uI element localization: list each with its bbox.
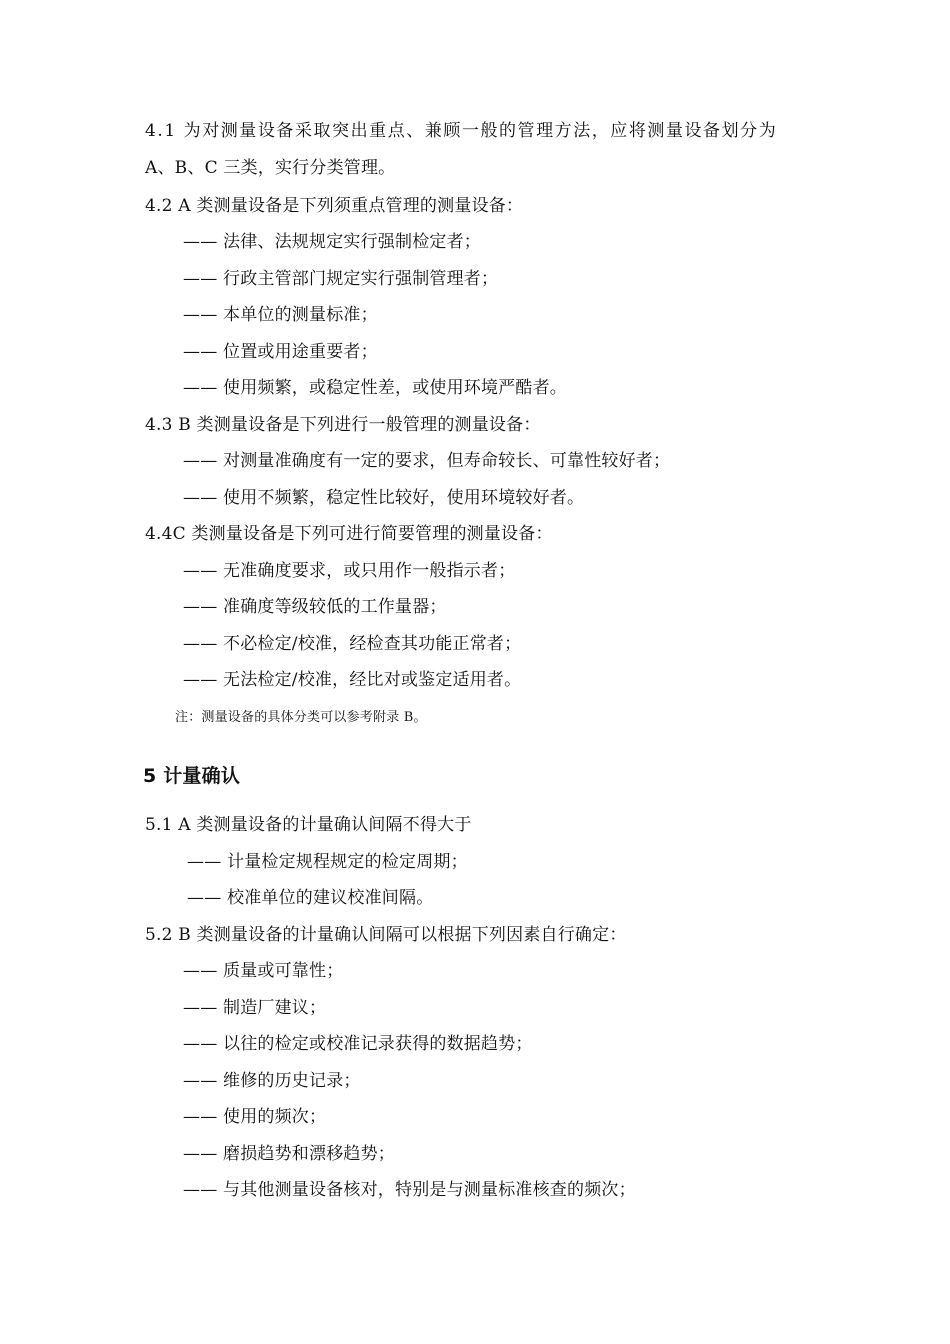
para-4-4: 4.4C 类测量设备是下列可进行简要管理的测量设备： — [145, 524, 553, 544]
note: 注：测量设备的具体分类可以参考附录 B。 — [175, 710, 427, 725]
list-item: —— 行政主管部门规定实行强制管理者； — [183, 269, 499, 289]
list-item: —— 无法检定/校准，经比对或鉴定适用者。 — [183, 670, 522, 690]
list-item: —— 使用不频繁，稳定性比较好，使用环境较好者。 — [183, 488, 585, 508]
para-5-1: 5.1 A 类测量设备的计量确认间隔不得大于 — [145, 815, 472, 835]
para-5-2: 5.2 B 类测量设备的计量确认间隔可以根据下列因素自行确定： — [145, 925, 627, 945]
list-item: —— 对测量准确度有一定的要求，但寿命较长、可靠性较好者； — [183, 451, 671, 471]
para-4-3: 4.3 B 类测量设备是下列进行一般管理的测量设备： — [145, 415, 541, 435]
list-item: —— 校准单位的建议校准间隔。 — [187, 888, 434, 908]
list-item: —— 位置或用途重要者； — [183, 342, 378, 362]
list-item: —— 不必检定/校准，经检查其功能正常者； — [183, 634, 522, 654]
list-item: —— 计量检定规程规定的检定周期； — [187, 852, 468, 872]
list-item: —— 磨损趋势和漂移趋势； — [183, 1144, 396, 1164]
para-4-2: 4.2 A 类测量设备是下列须重点管理的测量设备： — [145, 196, 524, 216]
list-item: —— 法律、法规规定实行强制检定者； — [183, 232, 482, 252]
list-item: —— 制造厂建议； — [183, 998, 327, 1018]
list-item: —— 无准确度要求，或只用作一般指示者； — [183, 561, 516, 581]
list-item: —— 质量或可靠性； — [183, 961, 344, 981]
list-item: —— 与其他测量设备核对，特别是与测量标准核查的频次； — [183, 1180, 636, 1200]
para-4-1-line1: 4.1 为对测量设备采取突出重点、兼顾一般的管理方法，应将测量设备划分为 — [145, 121, 778, 141]
list-item: —— 准确度等级较低的工作量器； — [183, 597, 447, 617]
para-4-1-line2: A、B、C 三类，实行分类管理。 — [145, 158, 396, 178]
list-item: —— 本单位的测量标准； — [183, 305, 378, 325]
list-item: —— 维修的历史记录； — [183, 1071, 361, 1091]
section-heading: 5 计量确认 — [143, 765, 241, 787]
list-item: —— 使用的频次； — [183, 1107, 327, 1127]
list-item: —— 以往的检定或校准记录获得的数据趋势； — [183, 1034, 533, 1054]
list-item: —— 使用频繁，或稳定性差，或使用环境严酷者。 — [183, 378, 568, 398]
